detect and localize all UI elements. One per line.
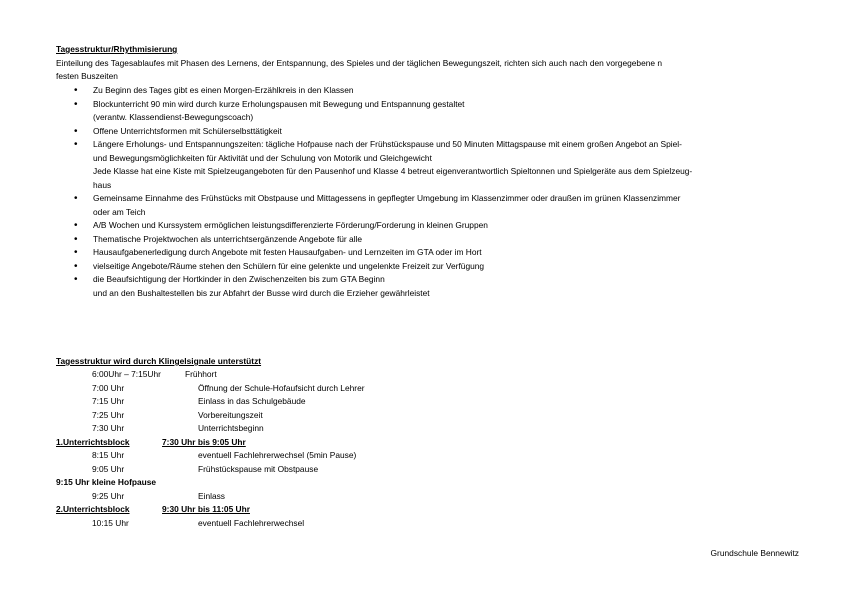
bullet-item [56, 273, 816, 300]
schedule-description: eventuell Fachlehrerwechsel [198, 517, 305, 528]
bullet-item [56, 125, 816, 139]
schedule-row [56, 409, 576, 423]
bullet-item [56, 84, 816, 98]
schedule-row [56, 422, 576, 436]
bullet-line: • Längere Erholungs- und Entspannungszeiten: tägliche Hofpause nach der Frühstückspause und 50 Minuten Mittagspause mit einem großen Angebot an Spiel- [93, 139, 682, 149]
lesson-block-range: 7:30 Uhr bis 9:05 Uhr [162, 436, 246, 447]
section-heading-rhythmisierung: Tagesstruktur/Rhythmisierung [56, 44, 178, 54]
bullet-item [56, 260, 816, 274]
schedule-time: 10:15 Uhr [92, 517, 129, 528]
lesson-block-label: 1.Unterrichtsblock [56, 436, 130, 447]
bullet-line: • Hausaufgabenerledigung durch Angebote mit festen Hausaufgaben- und Lernzeiten im GTA oder im Hort [93, 247, 482, 257]
schedule-time: 9:05 Uhr [92, 463, 125, 474]
bullet-item [56, 98, 816, 125]
schedule-row [56, 368, 576, 382]
bullet-item [56, 192, 816, 219]
schedule-time: 9:25 Uhr [92, 490, 125, 501]
pause-label: 9:15 Uhr kleine Hofpause [56, 477, 157, 487]
schedule-row [56, 382, 576, 396]
bullet-item [56, 246, 816, 260]
intro-text-line-1: Einteilung des Tagesablaufes mit Phasen des Lernens, der Entspannung, des Spieles und der täglichen Bewegungszeit, richten sich auch nach den vorgegebene n [56, 58, 663, 68]
section-heading-klingelsignale: Tagesstruktur wird durch Klingelsignale unterstützt [56, 356, 262, 366]
schedule-row [56, 517, 576, 531]
schedule-description: Frühhort [185, 369, 217, 379]
intro-text-line-2: festen Buszeiten [56, 71, 118, 81]
schedule-time: 7:25 Uhr [92, 409, 125, 420]
schedule-row [56, 463, 576, 477]
bullet-line: • die Beaufsichtigung der Hortkinder in den Zwischenzeiten bis zum GTA Beginn [93, 274, 385, 284]
bullet-line: • A/B Wochen und Kurssystem ermöglichen leistungsdifferenzierte Förderung/Forderung in kleinen Gruppen [93, 220, 488, 230]
bullet-item [56, 138, 816, 192]
schedule-time: 8:15 Uhr [92, 450, 125, 460]
schedule-time: 7:15 Uhr [92, 396, 125, 406]
bullet-line: und Bewegungsmöglichkeiten für Aktivität und der Schulung von Motorik und Gleichgewicht [93, 152, 432, 163]
lesson-block-range: 9:30 Uhr bis 11:05 Uhr [162, 504, 250, 514]
lesson-block-row [56, 436, 576, 450]
schedule-description: Einlass [198, 490, 225, 501]
bullet-line: • Zu Beginn des Tages gibt es einen Morgen-Erzählkreis in den Klassen [93, 85, 354, 95]
bullet-line: • Thematische Projektwochen als unterrichtsergänzende Angebote für alle [93, 233, 363, 244]
schedule-description: Einlass in das Schulgebäude [198, 396, 306, 406]
schedule-row [56, 490, 576, 504]
bullet-line: • Offene Unterrichtsformen mit Schülerselbsttätigkeit [93, 125, 282, 136]
bullet-line: (verantw. Klassendienst-Bewegungscoach) [93, 112, 254, 122]
bullet-item [56, 233, 816, 247]
bullet-item [56, 219, 816, 233]
schedule-description: Vorbereitungszeit [198, 409, 263, 420]
schedule-description: Unterrichtsbeginn [198, 423, 264, 433]
rhythm-bullet-list [56, 84, 816, 300]
schedule-table [56, 368, 576, 530]
lesson-block-label: 2.Unterrichtsblock [56, 504, 130, 514]
school-name-footer: Grundschule Bennewitz [710, 548, 799, 558]
bullet-line: und an den Bushaltestellen bis zur Abfahrt der Busse wird durch die Erzieher gewährleistet [93, 287, 430, 298]
bullet-line: haus [93, 179, 112, 190]
bullet-line: • vielseitige Angebote/Räume stehen den Schülern für eine gelenkte und ungelenkte Freizeit zur Verfügung [93, 260, 485, 271]
schedule-description: Öffnung der Schule-Hofaufsicht durch Lehrer [198, 382, 365, 393]
lesson-block-row [56, 503, 576, 517]
schedule-time: 7:30 Uhr [92, 423, 125, 433]
bullet-line: Jede Klasse hat eine Kiste mit Spielzeugangeboten für den Pausenhof und Klasse 4 betreut eigenverantwortlich Spieltonnen und Spielgeräte aus dem Spielzeug- [93, 166, 693, 176]
pause-row [56, 476, 576, 490]
schedule-row [56, 395, 576, 409]
schedule-description: Frühstückspause mit Obstpause [198, 463, 319, 474]
schedule-time: 7:00 Uhr [92, 382, 125, 393]
schedule-time: 6:00Uhr – 7:15Uhr [92, 369, 161, 379]
schedule-description: eventuell Fachlehrerwechsel (5min Pause) [198, 450, 357, 460]
schedule-row [56, 449, 576, 463]
bullet-line: • Blockunterricht 90 min wird durch kurze Erholungspausen mit Bewegung und Entspannung gestaltet [93, 98, 465, 109]
bullet-line: • Gemeinsame Einnahme des Frühstücks mit Obstpause und Mittagessens in gepflegter Umgebung im Klassenzimmer oder draußen im grünen Klassenzimmer [93, 193, 681, 203]
bullet-line: oder am Teich [93, 206, 146, 217]
